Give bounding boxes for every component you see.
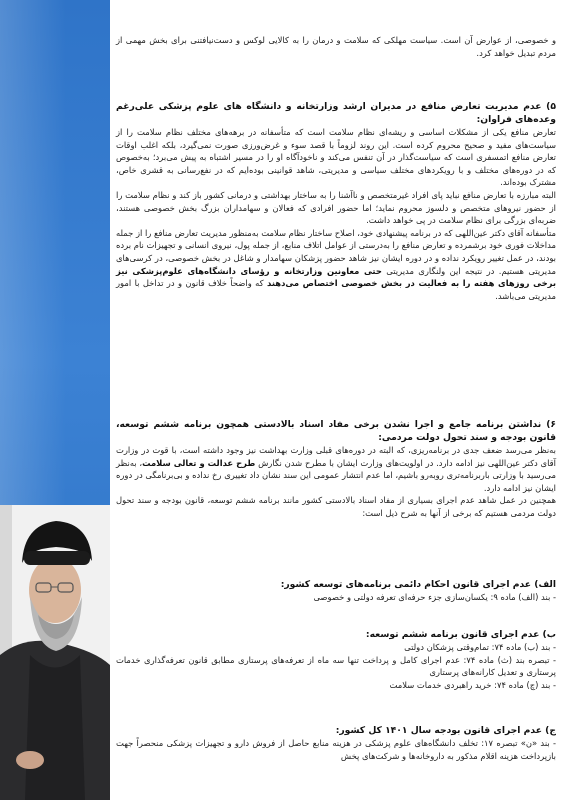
section-5 <box>116 100 556 302</box>
section-6-p1-tail: ، به‌نظر می‌رسید با وزارتی باربرنامه‌تری روبه‌رو باشیم، اما عدم انتشار عمومی این سند نشان داد تغییری رخ نداده و بی‌برنامگی در دوره ایشان نیز ادامه دارد. <box>116 457 556 493</box>
portrait-photo <box>0 505 110 800</box>
subsection-alef-heading: الف) عدم اجرای قانون احکام دائمی برنامه‌های توسعه کشور: <box>280 579 556 590</box>
section-6-paragraph-1 <box>116 444 556 494</box>
subsection-be-item-2: - تبصره بند (ث) ماده ۷۴: عدم اجرای کامل و پرداخت تنها سه ماه از تعرفه‌های پرستاری مطابق قانون تعرفه‌گذاری خدمات پرستاری و تعدیل کارانه‌های پرستاری <box>116 654 556 678</box>
subsection-alef-item: - بند (الف) ماده ۹: یکسان‌سازی جزء حرفه‌ای تعرفه دولتی و خصوصی <box>313 592 556 602</box>
section-5-paragraph-2: البته مبارزه با تعارض منافع نباید پای افراد غیرمتخصص و ناآشنا را به ساختار بهداشتی و درمانی کشور باز کند و نظام سلامت را از حضور نیروهای متخصص و دلسوز محروم نماید؛ اما حضور افرادی که فعالان و سهامداران بزرگ بخش خصوصی هستند، ضربه‌ای بزرگی برای نظام سلامت در پی خواهد داشت. <box>116 189 556 226</box>
section-5-p3-text: متأسفانه آقای دکتر عین‌اللهی که در برنامه پیشنهادی خود، اصلاح ساختار نظام سلامت به‌منظور مدیریت تعارض منافع را از جمله مداخلات فوری خود برشمرده و تعارض منافع را به‌درستی از عوامل اتلاف منابع، از جمله پول، نیروی انسانی و تجهیزات نام برده بودند، در عمل تغییر رویکرد نداده و در دوره ایشان نیز شاهد حضور پزشکان سهامدار و شاغل در بخش خصوصی، در کرسی‌های مدیریتی هستیم. در نتیجه این ولنگاری مدیریتی <box>116 227 556 276</box>
subsection-be-heading: ب) عدم اجرای قانون برنامه ششم توسعه: <box>365 629 556 640</box>
subsection-be-item-3: - بند (چ) ماده ۷۴: خرید راهبردی خدمات سلامت <box>389 679 556 690</box>
section-5-p3-tail: که واضحاً خلاف قانون و در تداخل با امور مدیریتی می‌باشد. <box>116 278 556 301</box>
article-content <box>116 0 556 800</box>
intro-paragraph: و خصوصی، از عوارض آن است. سیاست مهلکی که سلامت و درمان را به کالایی لوکس و دست‌نیافتنی برای بخش مهمی از مردم تبدیل خواهد کرد. <box>116 35 556 58</box>
section-6-paragraph-2: همچنین در عمل شاهد عدم اجرای بسیاری از مفاد اسناد بالادستی کشور مانند برنامه ششم توسعه، قانون بودجه و سند تحول دولت مردمی هستیم که برخی از آنها به شرح ذیل است: <box>116 495 556 518</box>
section-6 <box>116 418 556 520</box>
subsection-alef <box>116 578 556 604</box>
subsection-jim <box>116 724 556 762</box>
section-5-heading: ۵) عدم مدیریت تعارض منافع در مدیران ارشد وزارتخانه و دانشگاه های علوم پزشکی علی‌رغم وعده‌های فراوان: <box>116 101 556 125</box>
section-5-paragraph-1: تعارض منافع یکی از مشکلات اساسی و ریشه‌ای نظام سلامت است که متأسفانه در برهه‌های مختلف نظام سلامت را از سیاست‌های مفید و صحیح محروم کرده است. این روند لزوماً با قصد سوء و غرض‌ورزی صورت نمی‌گیرد، بلکه اغلب اوقات تعارض منافع اتمسفری است که سیاست‌گذار در آن تنفس می‌کند و ناخودآگاه او را در مسیر اشتباه به پیش می‌برد؛ به‌خصوص که در دوره‌های مختلف و با رویکردهای مختلف سیاسی و مدیریتی، شاهد قوانینی بوده‌ایم که در نفع‌رسانی به قشری خاص، مشترک بوده‌اند. <box>116 127 556 188</box>
section-6-p1-text: به‌نظر می‌رسد ضعف جدی در برنامه‌ریزی، که البته در دوره‌های قبلی وزارت بهداشت نیز وجود داشته است، با قوت در وزارت آقای دکتر عین‌اللهی نیز ادامه دارد. در اولویت‌های وزارت ایشان با مطرح شدن نگارش <box>116 445 556 468</box>
section-5-p3-bold: حتی معاونین وزارتخانه و رؤسای دانشگاه‌های علوم‌پزشکی نیز برخی روزهای هفته را به فعالیت در بخش خصوصی اختصاص می‌دهند <box>116 265 556 289</box>
subsection-be <box>116 628 556 691</box>
intro-block <box>116 34 556 59</box>
subsection-jim-heading: ج) عدم اجرای قانون بودجه سال ۱۴۰۱ کل کشور: <box>335 725 556 736</box>
section-6-p1-bold: طرح عدالت و تعالی سلامت <box>142 457 256 468</box>
subsection-be-item-1: - بند (ب) ماده ۷۴: تمام‌وقتی پزشکان دولتی <box>404 642 556 652</box>
subsection-jim-item: - بند «ن» تبصره ۱۷: تخلف دانشگاه‌های علوم پزشکی در هزینه منابع حاصل از فروش دارو و تجهیزات پزشکی منحصراً جهت بازپرداخت هزینه اقلام مذکور به داروخانه‌ها و شرکت‌های پخش <box>116 738 556 761</box>
section-6-heading: ۶) نداشتن برنامه جامع و اجرا نشدن برخی مفاد اسناد بالادستی همچون برنامه ششم توسعه، قانون بودجه و سند تحول دولت مردمی: <box>116 419 556 443</box>
section-5-paragraph-3 <box>116 227 556 303</box>
